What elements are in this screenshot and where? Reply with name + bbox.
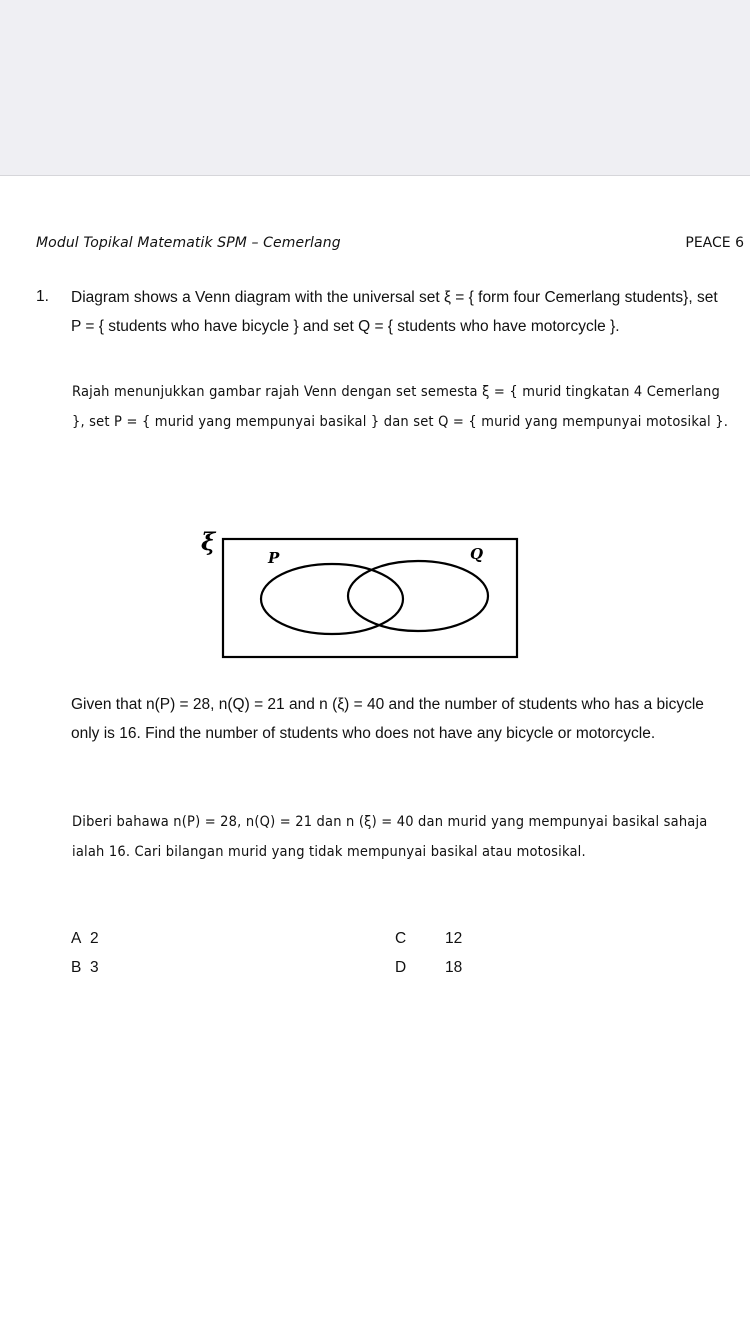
option-b[interactable] bbox=[71, 959, 99, 977]
question-number: 1. bbox=[36, 288, 49, 305]
series-label: PEACE 6 bbox=[685, 235, 744, 251]
option-b-value: 3 bbox=[89, 959, 99, 976]
set-q-ellipse bbox=[348, 561, 488, 631]
top-bar bbox=[0, 0, 750, 176]
option-c-value: 12 bbox=[445, 930, 463, 947]
given-malay: Diberi bahawa n(P) = 28, n(Q) = 21 dan n (ξ) = 40 dan murid yang mempunyai basikal sahaja ialah 16. Cari bilangan murid yang tidak mempunyai basikal atau motosikal. bbox=[72, 814, 708, 860]
set-q-label: Q bbox=[470, 545, 484, 563]
set-p-ellipse bbox=[261, 564, 403, 634]
option-c-letter: C bbox=[395, 930, 407, 947]
module-title: Modul Topikal Matematik SPM – Cemerlang bbox=[36, 235, 341, 251]
option-a-value: 2 bbox=[89, 930, 99, 947]
option-b-letter: B bbox=[71, 959, 82, 976]
option-c[interactable] bbox=[395, 930, 463, 948]
universal-set-label: ξ bbox=[201, 528, 216, 556]
option-d-letter: D bbox=[395, 959, 407, 976]
option-d-value: 18 bbox=[445, 959, 463, 976]
set-p-label: P bbox=[268, 549, 280, 567]
given-english: Given that n(P) = 28, n(Q) = 21 and n (ξ) = 40 and the number of students who has a bicycle only is 16. Find the number of students who does not have any bicycle or motorcycle. bbox=[71, 696, 704, 742]
venn-diagram bbox=[195, 528, 525, 664]
option-a-letter: A bbox=[71, 930, 82, 947]
question-intro-malay: Rajah menunjukkan gambar rajah Venn dengan set semesta ξ = { murid tingkatan 4 Cemerlang }, set P = { murid yang mempunyai basikal } dan set Q = { murid yang mempunyai motosikal }. bbox=[72, 384, 729, 430]
question-intro-english: Diagram shows a Venn diagram with the universal set ξ = { form four Cemerlang students}, set P = { students who have bicycle } and set Q = { students who have motorcycle }. bbox=[71, 289, 718, 335]
option-d[interactable] bbox=[395, 959, 463, 977]
option-a[interactable] bbox=[71, 930, 99, 948]
